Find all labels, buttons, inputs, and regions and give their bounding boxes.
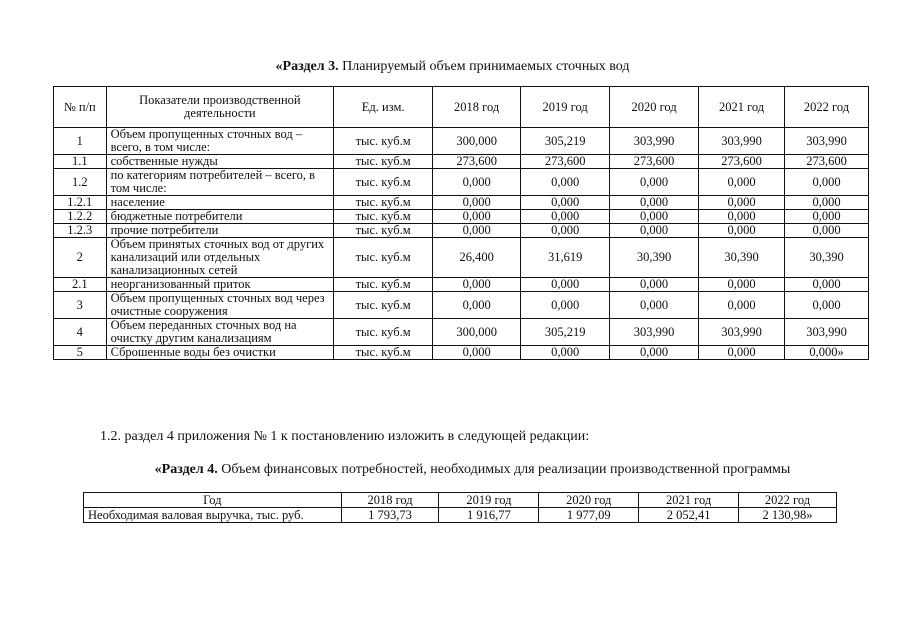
row-value: 0,000 [433,196,521,210]
s4-value-2019: 1 916,77 [439,508,539,523]
row-value: 300,000 [433,128,521,155]
row-value: 0,000 [785,196,869,210]
row-value: 0,000 [699,224,785,238]
row-value: 0,000 [699,346,785,360]
row-value: 0,000 [433,169,521,196]
row-value: 273,600 [699,155,785,169]
s4-header-2020: 2020 год [539,493,639,508]
row-indicator: собственные нужды [106,155,334,169]
header-indicator: Показатели производственной деятельности [106,87,334,128]
row-indicator: население [106,196,334,210]
row-indicator: прочие потребители [106,224,334,238]
s4-value-2021: 2 052,41 [639,508,739,523]
row-value: 0,000 [433,210,521,224]
row-unit: тыс. куб.м [334,224,433,238]
section4-title-bold: «Раздел 4. [154,462,218,477]
row-unit: тыс. куб.м [334,292,433,319]
row-value: 0,000 [610,196,699,210]
row-num: 5 [54,346,107,360]
row-value: 0,000 [521,196,610,210]
row-value: 0,000 [433,278,521,292]
row-value: 30,390 [785,238,869,278]
table-row [54,169,869,196]
row-value: 273,600 [610,155,699,169]
row-num: 1.1 [54,155,107,169]
table-row [54,224,869,238]
row-num: 1.2.2 [54,210,107,224]
section3-title-text: Планируемый объем принимаемых сточных вод [338,59,630,74]
row-value: 273,600 [521,155,610,169]
row-value: 0,000 [610,292,699,319]
header-2022: 2022 год [785,87,869,128]
row-value: 0,000 [610,169,699,196]
s4-value-2020: 1 977,09 [539,508,639,523]
row-value: 26,400 [433,238,521,278]
section4-title [40,462,905,478]
row-value: 0,000 [699,210,785,224]
row-indicator: бюджетные потребители [106,210,334,224]
row-value: 0,000 [699,292,785,319]
section4-data-row [84,508,837,523]
row-value: 30,390 [610,238,699,278]
s4-header-2019: 2019 год [439,493,539,508]
row-unit: тыс. куб.м [334,346,433,360]
section3-table [53,86,869,360]
row-value: 0,000 [785,292,869,319]
s4-header-2021: 2021 год [639,493,739,508]
row-indicator: Объем пропущенных сточных вод – всего, в том числе: [106,128,334,155]
row-value: 0,000 [521,210,610,224]
row-num: 1.2.1 [54,196,107,210]
row-indicator: Объем принятых сточных вод от других канализаций или отдельных канализационных сетей [106,238,334,278]
row-value: 30,390 [699,238,785,278]
row-unit: тыс. куб.м [334,128,433,155]
row-value: 305,219 [521,128,610,155]
row-value: 0,000 [433,224,521,238]
row-unit: тыс. куб.м [334,210,433,224]
table-row [54,210,869,224]
section3-title [0,59,905,75]
header-2018: 2018 год [433,87,521,128]
row-num: 3 [54,292,107,319]
s4-header-2018: 2018 год [341,493,439,508]
row-value: 303,990 [785,319,869,346]
row-value: 31,619 [521,238,610,278]
row-value: 0,000 [521,278,610,292]
row-num: 1.2 [54,169,107,196]
section3-header-row [54,87,869,128]
row-num: 2 [54,238,107,278]
header-unit: Ед. изм. [334,87,433,128]
row-value: 0,000 [785,224,869,238]
table-row [54,238,869,278]
row-num: 1.2.3 [54,224,107,238]
header-2019: 2019 год [521,87,610,128]
row-unit: тыс. куб.м [334,196,433,210]
s4-value-2022: 2 130,98» [739,508,837,523]
row-unit: тыс. куб.м [334,278,433,292]
row-value: 0,000 [785,169,869,196]
row-unit: тыс. куб.м [334,169,433,196]
row-value: 0,000 [433,346,521,360]
row-value: 303,990 [610,319,699,346]
row-value: 303,990 [610,128,699,155]
row-indicator: Сброшенные воды без очистки [106,346,334,360]
section4-title-text: Объем финансовых потребностей, необходимых для реализации производственной программы [217,462,791,477]
header-num: № п/п [54,87,107,128]
table-row [54,128,869,155]
table-row [54,346,869,360]
row-value: 0,000 [610,224,699,238]
row-indicator: Объем переданных сточных вод на очистку другим канализациям [106,319,334,346]
row-value: 0,000 [433,292,521,319]
row-value: 305,219 [521,319,610,346]
row-indicator: Объем пропущенных сточных вод через очистные сооружения [106,292,334,319]
row-value: 0,000 [610,278,699,292]
header-2020: 2020 год [610,87,699,128]
header-2021: 2021 год [699,87,785,128]
row-value: 0,000 [785,210,869,224]
section4-header-row [84,493,837,508]
row-indicator: по категориям потребителей – всего, в том числе: [106,169,334,196]
row-value: 0,000» [785,346,869,360]
row-value: 0,000 [610,346,699,360]
section3-title-bold: «Раздел 3. [275,59,339,74]
table-row [54,292,869,319]
row-value: 303,990 [699,128,785,155]
s4-row-label: Необходимая валовая выручка, тыс. руб. [84,508,342,523]
row-indicator: неорганизованный приток [106,278,334,292]
row-value: 0,000 [521,224,610,238]
s4-value-2018: 1 793,73 [341,508,439,523]
table-row [54,196,869,210]
row-value: 0,000 [610,210,699,224]
row-value: 273,600 [785,155,869,169]
row-value: 0,000 [521,346,610,360]
row-value: 0,000 [699,196,785,210]
table-row [54,155,869,169]
row-value: 0,000 [521,169,610,196]
row-value: 0,000 [521,292,610,319]
row-num: 4 [54,319,107,346]
table-row [54,319,869,346]
row-value: 273,600 [433,155,521,169]
row-value: 300,000 [433,319,521,346]
row-value: 0,000 [699,278,785,292]
row-value: 303,990 [785,128,869,155]
s4-header-2022: 2022 год [739,493,837,508]
row-unit: тыс. куб.м [334,319,433,346]
section4-table [83,492,837,523]
s4-header-year: Год [84,493,342,508]
row-num: 1 [54,128,107,155]
row-value: 0,000 [699,169,785,196]
row-value: 303,990 [699,319,785,346]
row-unit: тыс. куб.м [334,238,433,278]
row-value: 0,000 [785,278,869,292]
table-row [54,278,869,292]
row-num: 2.1 [54,278,107,292]
row-unit: тыс. куб.м [334,155,433,169]
paragraph-text: 1.2. раздел 4 приложения № 1 к постановлению изложить в следующей редакции: [100,429,590,444]
